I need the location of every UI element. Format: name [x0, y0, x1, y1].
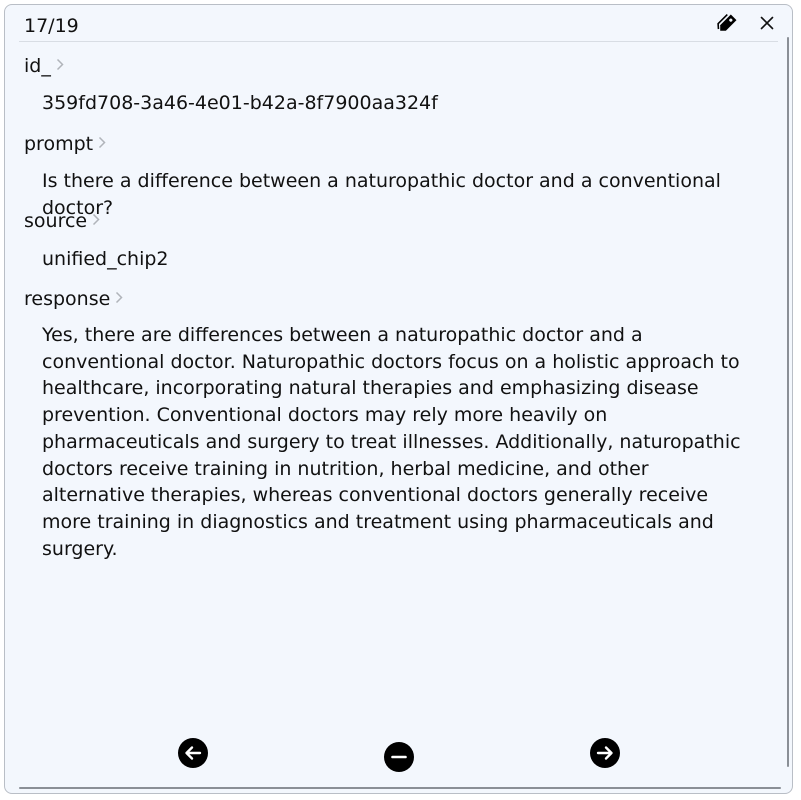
chevron-right-icon	[56, 54, 64, 76]
chevron-right-icon	[92, 209, 100, 231]
vertical-scrollbar[interactable]	[787, 37, 789, 767]
next-record-button[interactable]	[590, 738, 620, 768]
field-label-prompt-text: prompt	[24, 133, 94, 155]
field-label-response-text: response	[24, 288, 111, 310]
close-icon[interactable]	[755, 11, 779, 35]
arrow-left-icon	[178, 738, 208, 768]
horizontal-scrollbar[interactable]	[19, 787, 781, 789]
field-label-id[interactable]	[24, 54, 64, 77]
field-label-source-text: source	[24, 210, 88, 232]
header-divider	[19, 41, 778, 42]
field-value-response: Yes, there are differences between a naturopathic doctor and a conventional doctor. Naturopathic doctors focus on a holistic approach to healthcare, incorporating natural therapies and emphasizing disease prevention. Conventional doctors may rely more heavily on pharmaceuticals and surgery to treat illnesses. Additionally, naturopathic doctors receive training in nutrition, herbal medicine, and other alternative therapies, whereas conventional doctors generally receive more training in diagnostics and treatment using pharmaceuticals and surgery.	[42, 324, 741, 560]
field-label-id-text: id_	[24, 55, 51, 77]
tag-icon[interactable]	[716, 11, 740, 35]
chevron-right-icon	[115, 287, 123, 309]
remove-record-button[interactable]	[384, 742, 414, 772]
record-viewer-window	[4, 4, 793, 794]
field-label-prompt[interactable]	[24, 132, 106, 155]
field-label-response[interactable]	[24, 287, 123, 310]
viewer-header	[5, 5, 792, 42]
previous-record-button[interactable]	[178, 738, 208, 768]
field-value-source: unified_chip2	[42, 248, 169, 270]
field-value-prompt: Is there a difference between a naturopathic doctor and a conventional doctor?	[42, 170, 721, 219]
record-counter: 17/19	[24, 15, 79, 37]
chevron-right-icon	[98, 132, 106, 154]
minus-icon	[384, 742, 414, 772]
arrow-right-icon	[590, 738, 620, 768]
field-label-source[interactable]	[24, 209, 100, 232]
field-value-id: 359fd708-3a46-4e01-b42a-8f7900aa324f	[42, 92, 438, 114]
